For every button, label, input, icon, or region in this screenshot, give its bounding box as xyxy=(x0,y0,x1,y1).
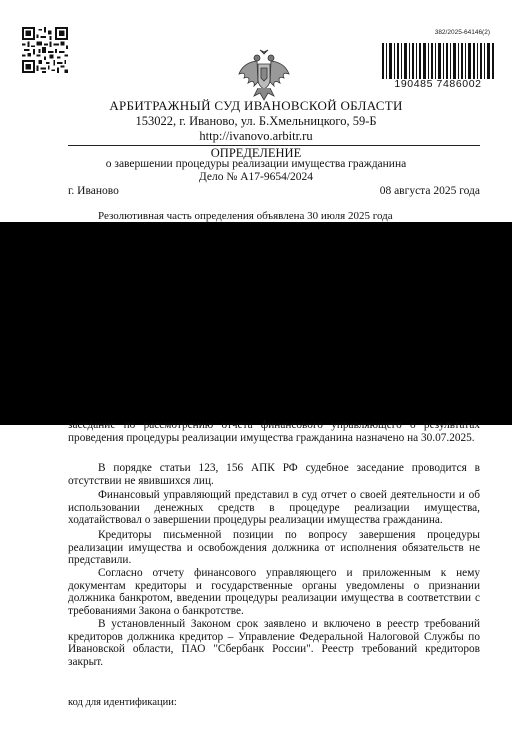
document-date: 08 августа 2025 года xyxy=(379,185,480,197)
barcode-digits: 190485 7486002 xyxy=(394,78,482,90)
city: г. Иваново xyxy=(68,185,119,197)
paragraph-hearing-date: заседание по рассмотрению отчета финансового управляющего о результатах проведения процедуры реализации имущества гражданина назначено на 30.07.2025. xyxy=(68,419,480,444)
barcode-icon xyxy=(380,43,496,79)
redaction-block xyxy=(0,222,512,425)
paragraph-procedure: В порядке статьи 123, 156 АПК РФ судебное заседание проводится в отсутствии не явившихся лиц. xyxy=(68,462,480,487)
document-number: 382/2025-64146(2) xyxy=(434,29,490,36)
document-subtitle: о завершении процедуры реализации имущества гражданина xyxy=(105,158,407,170)
court-address: 153022, г. Иваново, ул. Б.Хмельницкого, 59-Б xyxy=(135,114,377,128)
resolution-line: Резолютивная часть определения объявлена 30 июля 2025 года xyxy=(98,210,393,222)
coat-of-arms-icon xyxy=(236,48,292,102)
court-name: АРБИТРАЖНЫЙ СУД ИВАНОВСКОЙ ОБЛАСТИ xyxy=(109,98,403,113)
identification-label: код для идентификации: xyxy=(68,697,177,708)
qr-code-icon xyxy=(22,27,68,73)
document-title: ОПРЕДЕЛЕНИЕ xyxy=(210,146,302,160)
court-website: http://ivanovo.arbitr.ru xyxy=(199,129,313,143)
case-number: Дело № А17-9654/2024 xyxy=(198,171,314,183)
paragraph-notification: Согласно отчету финансового управляющего и приложенным к нему документам кредиторы и государственные органы уведомлены о признании должника банкротом, введении процедуры реализации имущества в соответствии с требованиями Закона о банкротстве. xyxy=(68,567,480,617)
paragraph-manager-report: Финансовый управляющий представил в суд отчет о своей деятельности и об использовании денежных средств в процедуре реализации имущества, ходатайствовал о завершении процедуры реализации имущества гражданина. xyxy=(68,489,480,526)
paragraph-creditors-position: Кредиторы письменной позиции по вопросу завершения процедуры реализации имущества и освобождения должника от исполнения обязательств не представили. xyxy=(68,529,480,566)
paragraph-creditor-registry: В установленный Законом срок заявлено и включено в реестр требований кредиторов должника кредитор – Управление Федеральной Налоговой Службы по Ивановской области, ПАО "Сбербанк России". Реестр требований кредиторов закрыт. xyxy=(68,618,480,668)
